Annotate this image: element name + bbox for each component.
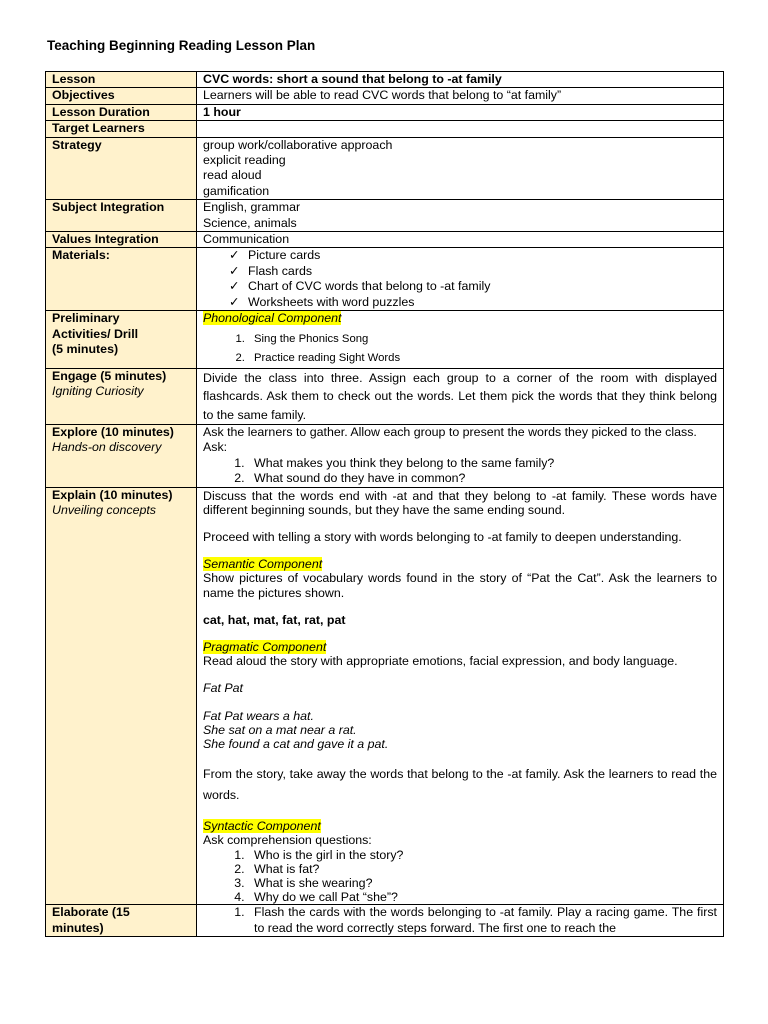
target-learners-label: Target Learners [46,121,197,137]
objectives-value: Learners will be able to read CVC words that belong to “at family” [197,88,724,104]
preliminary-item: 1. Sing the Phonics Song [248,330,717,349]
explore-question: 2. What sound do they have in common? [248,471,717,486]
pragmatic-component-heading: Pragmatic Component [203,640,327,655]
explore-question: 1. What makes you think they belong to the same family? [248,456,717,471]
story-line: She found a cat and gave it a pat. [203,737,389,752]
explain-paragraph: Show pictures of vocabulary words found in the story of “Pat the Cat”. Ask the learners to name the pictures shown. [203,571,717,600]
values-integration-label: Values Integration [46,232,197,248]
explain-subtitle: Unveiling concepts [52,503,157,518]
row-explore [46,425,724,488]
material-item-label: Flash cards [248,263,313,278]
material-item-label: Worksheets with word puzzles [248,294,415,309]
strategy-item: gamification [203,183,270,198]
elaborate-content [197,905,724,937]
strategy-item: explicit reading [203,153,286,168]
engage-text: Divide the class into three. Assign each group to a corner of the room with displayed flashcards. Ask them to check out the words. Let them pick the words that they think belong to the same family. [197,368,724,425]
engage-label [46,368,197,425]
material-item [229,279,717,294]
row-preliminary [46,311,724,368]
comprehension-question: 1. Who is the girl in the story? [248,848,717,862]
materials-label: Materials: [46,248,197,311]
row-engage [46,368,724,425]
row-subject-integration [46,200,724,232]
checkmark-icon: ✓ [229,263,240,278]
row-target-learners [46,121,724,137]
story-line: She sat on a mat near a rat. [203,722,357,737]
checkmark-icon: ✓ [229,279,240,294]
row-materials [46,248,724,311]
explore-label [46,425,197,488]
preliminary-item: 2. Practice reading Sight Words [248,349,717,368]
engage-title: Engage (5 minutes) [52,368,167,383]
semantic-component-heading: Semantic Component [203,557,323,572]
elaborate-item: 1. Flash the cards with the words belonging to -at family. Play a racing game. The first to read the word correctly steps forward. The first one to reach the [248,905,717,936]
lesson-plan-table [45,71,724,937]
row-lesson [46,72,724,88]
comprehension-question: 4. Why do we call Pat “she”? [248,890,717,904]
explain-content [197,487,724,905]
row-elaborate [46,905,724,937]
explore-subtitle: Hands-on discovery [52,440,162,455]
explore-ask: Ask: [203,440,228,455]
target-learners-value [197,121,724,137]
material-item-label: Chart of CVC words that belong to -at family [248,279,491,294]
strategy-label: Strategy [46,137,197,200]
values-integration-value: Communication [197,232,724,248]
lesson-value: CVC words: short a sound that belong to -at family [197,72,724,88]
material-item [229,264,717,279]
document-title: Teaching Beginning Reading Lesson Plan [47,38,316,53]
subject-item: Science, animals [203,215,297,230]
explore-title: Explore (10 minutes) [52,425,174,439]
row-values-integration [46,232,724,248]
explain-title: Explain (10 minutes) [52,487,173,502]
subject-item: English, grammar [203,200,301,215]
strategy-item: group work/collaborative approach [203,137,393,152]
explain-paragraph: Ask comprehension questions: [203,833,372,848]
preliminary-label-line: (5 minutes) [52,341,119,356]
row-duration [46,104,724,120]
row-objectives [46,88,724,104]
explain-paragraph: From the story, take away the words that belong to the -at family. Ask the learners to read the words. [203,767,717,803]
syntactic-component-heading: Syntactic Component [203,819,321,834]
row-explain [46,487,724,905]
strategy-item: read aloud [203,168,262,183]
preliminary-content [197,311,724,368]
engage-subtitle: Igniting Curiosity [52,383,144,398]
explore-text: Ask the learners to gather. Allow each group to present the words they picked to the class. [203,425,697,439]
comprehension-question: 2. What is fat? [248,862,717,876]
materials-list [197,248,724,311]
preliminary-label [46,311,197,368]
explain-paragraph: Proceed with telling a story with words belonging to -at family to deepen understanding. [203,530,682,545]
duration-value: 1 hour [197,104,724,120]
preliminary-label-line: Activities/ Drill [52,326,139,341]
comprehension-question: 3. What is she wearing? [248,876,717,890]
elaborate-label-line: minutes) [52,920,104,935]
objectives-label: Objectives [46,88,197,104]
preliminary-label-line: Preliminary [52,311,120,326]
subject-integration-list [197,200,724,232]
strategy-list [197,137,724,200]
checkmark-icon: ✓ [229,294,240,309]
subject-integration-label: Subject Integration [46,200,197,232]
phonological-component-heading: Phonological Component [203,311,342,326]
checkmark-icon: ✓ [229,248,240,263]
explain-paragraph: Discuss that the words end with -at and that they belong to -at family. These words have different beginning sounds, but they have the same ending sound. [203,488,717,517]
explain-paragraph: Read aloud the story with appropriate emotions, facial expression, and body language. [203,654,678,669]
row-strategy [46,137,724,200]
story-line: Fat Pat wears a hat. [203,708,314,723]
vocabulary-words: cat, hat, mat, fat, rat, pat [203,612,346,627]
material-item [229,295,717,310]
material-item [229,248,717,263]
material-item-label: Picture cards [248,248,321,263]
explore-content [197,425,724,488]
elaborate-label [46,905,197,937]
story-title: Fat Pat [203,681,243,696]
explain-label [46,487,197,905]
elaborate-label-line: Elaborate (15 [52,905,130,920]
duration-label: Lesson Duration [46,104,197,120]
lesson-label: Lesson [46,72,197,88]
